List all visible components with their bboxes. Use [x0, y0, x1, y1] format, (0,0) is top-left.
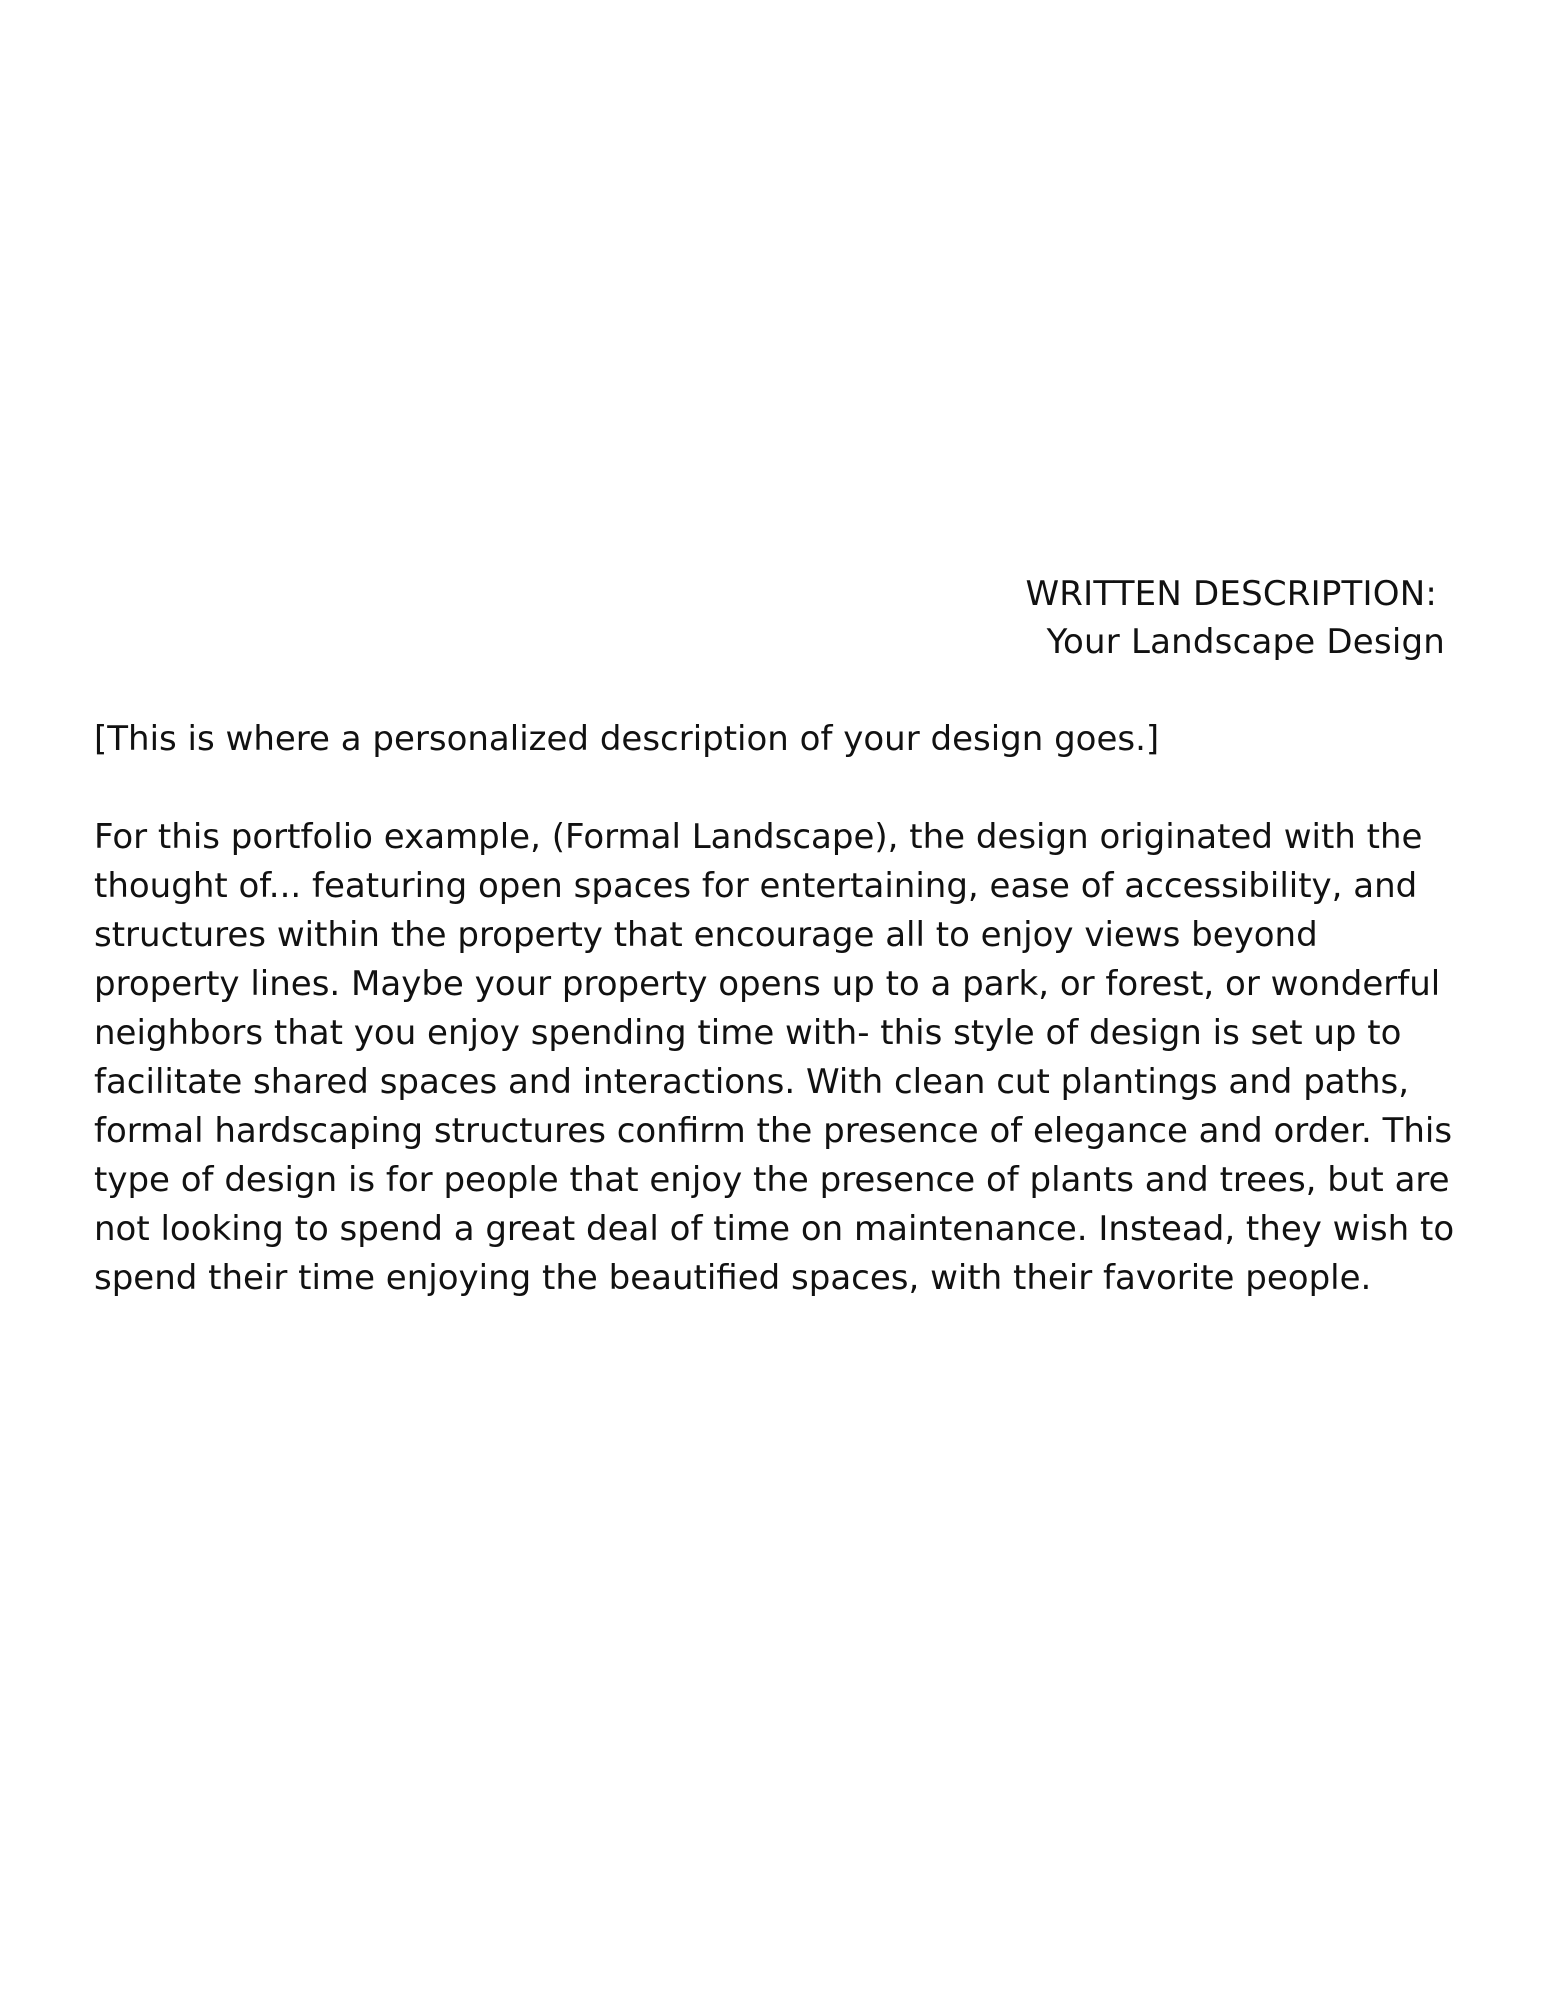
description-line: property lines. Maybe your property opens up to a park, or forest, or wonderful	[94, 964, 1441, 1004]
description-line: thought of... featuring open spaces for entertaining, ease of accessibility, and	[94, 866, 1418, 906]
description-line: spend their time enjoying the beautified spaces, with their favorite people.	[94, 1258, 1372, 1298]
description-line: structures within the property that encourage all to enjoy views beyond	[94, 915, 1318, 955]
description-line: type of design is for people that enjoy the presence of plants and trees, but are	[94, 1160, 1450, 1200]
description-line: neighbors that you enjoy spending time with- this style of design is set up to	[94, 1013, 1402, 1053]
description-line: formal hardscaping structures confirm the presence of elegance and order. This	[94, 1111, 1453, 1151]
placeholder-note: [This is where a personalized description of your design goes.]	[94, 719, 1160, 759]
heading-block	[745, 570, 1445, 666]
heading-title: WRITTEN DESCRIPTION:	[1025, 574, 1437, 614]
description-line: facilitate shared spaces and interactions. With clean cut plantings and paths,	[94, 1062, 1410, 1102]
description-line: For this portfolio example, (Formal Landscape), the design originated with the	[94, 817, 1423, 857]
heading-subtitle: Your Landscape Design	[1046, 622, 1445, 662]
description-line: not looking to spend a great deal of time on maintenance. Instead, they wish to	[94, 1209, 1455, 1249]
description-body	[94, 715, 1464, 1303]
